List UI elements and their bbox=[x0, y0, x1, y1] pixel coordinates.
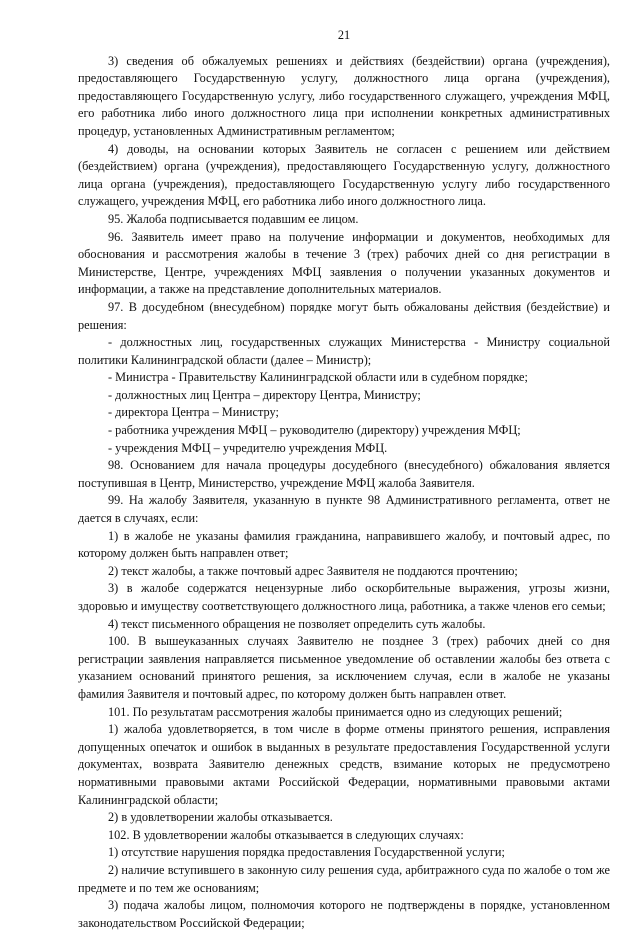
page-number: 21 bbox=[337, 28, 351, 42]
paragraph: 98. Основанием для начала процедуры досудебного (внесудебного) обжалования является поступившая в Центр, Министерство, учреждение МФЦ жалоба Заявителя. bbox=[78, 458, 610, 490]
list-item: 2) наличие вступившего в законную силу решения суда, арбитражного суда по жалобе о том же предмете и по тем же основаниям; bbox=[78, 862, 610, 895]
list-item: 3) в жалобе содержатся нецензурные либо оскорбительные выражения, угрозы жизни, здоровью и имуществу соответствующего должностного лица, работника, а также членов его семьи; bbox=[78, 581, 610, 613]
list-item: 4) текст письменного обращения не позволяет определить суть жалобы. bbox=[108, 616, 486, 631]
list-item: - учреждения МФЦ – учредителю учреждения МФЦ. bbox=[108, 440, 388, 455]
paragraph: 97. В досудебном (внесудебном) порядке могут быть обжалованы действия (бездействие) и решения: bbox=[78, 299, 610, 332]
list-item: 1) отсутствие нарушения порядка предоставления Государственной услуги; bbox=[108, 845, 505, 860]
list-item: 2) текст жалобы, а также почтовый адрес Заявителя не поддаются прочтению; bbox=[108, 563, 518, 578]
paragraph: 102. В удовлетворении жалобы отказывается в следующих случаях: bbox=[108, 827, 464, 842]
list-item: 3) подача жалобы лицом, полномочия которого не подтверждены в порядке, установленном законодательством Российской Федерации; bbox=[78, 898, 610, 930]
list-item: - должностных лиц, государственных служащих Министерства - Министру социальной политики Калининградской области (далее – Министр); bbox=[78, 335, 610, 367]
list-item: 2) в удовлетворении жалобы отказывается. bbox=[108, 810, 333, 825]
list-item: - Министра - Правительству Калининградской области или в судебном порядке; bbox=[108, 370, 528, 385]
list-item: 1) жалоба удовлетворяется, в том числе в форме отмены принятого решения, исправления допущенных опечаток и ошибок в выданных в результате предоставления Государственной услуги документах, возврата Заявителю денежных средств, взимание которых не предусмотрено нормативными правовыми актами Российской Федерации, нормативными правовыми актами Калининградской области; bbox=[78, 722, 610, 807]
paragraph: 96. Заявитель имеет право на получение информации и документов, необходимых для обоснования и рассмотрения жалобы в течение 3 (трех) рабочих дней со дня регистрации в Министерстве, Центре, учреждениях МФЦ заявления о получении указанных документов и информации, а также на представление дополнительных материалов. bbox=[78, 229, 610, 297]
list-item: 1) в жалобе не указаны фамилия гражданина, направившего жалобу, и почтовый адрес, по которому должен быть направлен ответ; bbox=[78, 528, 610, 561]
document-body bbox=[78, 53, 610, 932]
paragraph: 3) сведения об обжалуемых решениях и действиях (бездействии) органа (учреждения), предоставляющего Государственную услугу, должностного лица органа (учреждения), предоставляющего Государственную услугу, либо государственного служащего, учреждения МФЦ, его работника либо иного должностного лица при исполнении конкретных административных процедур, установленных Административным регламентом; bbox=[78, 53, 610, 138]
list-item: - директора Центра – Министру; bbox=[108, 405, 279, 420]
paragraph: 101. По результатам рассмотрения жалобы принимается одно из следующих решений; bbox=[108, 704, 563, 719]
paragraph: 4) доводы, на основании которых Заявитель не согласен с решением или действием (бездействием) органа (учреждения), предоставляющего Государственную услугу, должностного лица органа (учреждения), предоставляющего Государственную услугу либо государственного служащего, учреждения МФЦ, его работника либо иного должностного лица. bbox=[78, 141, 610, 209]
paragraph: 95. Жалоба подписывается подавшим ее лицом. bbox=[108, 211, 359, 226]
paragraph: 100. В вышеуказанных случаях Заявителю не позднее 3 (трех) рабочих дней со дня регистрации заявления направляется письменное уведомление об оставлении жалобы без ответа с указанием оснований принятого решения, за исключением случая, если в жалобе не указаны фамилия Заявителя и почтовый адрес, по которому должен быть направлен ответ. bbox=[78, 634, 610, 701]
paragraph: 99. На жалобу Заявителя, указанную в пункте 98 Административного регламента, ответ не дается в случаях, если: bbox=[78, 493, 610, 526]
list-item: - работника учреждения МФЦ – руководителю (директору) учреждения МФЦ; bbox=[108, 423, 521, 438]
list-item: - должностных лиц Центра – директору Центра, Министру; bbox=[108, 387, 421, 402]
